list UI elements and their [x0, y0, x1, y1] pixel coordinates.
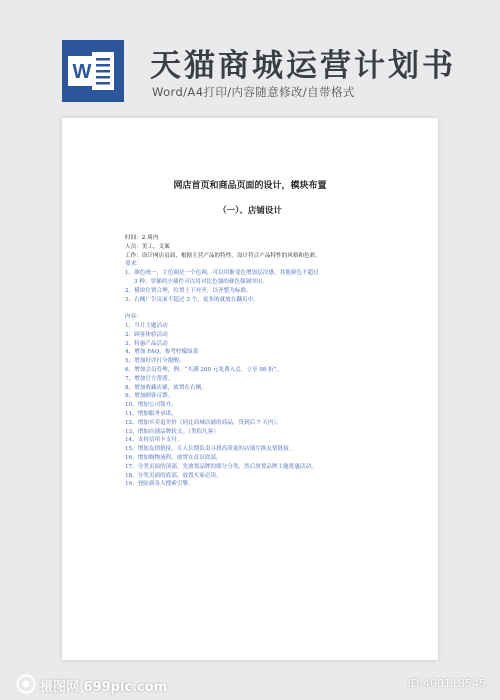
watermark-site — [40, 676, 167, 695]
content-label: 内容： — [125, 314, 142, 321]
requirement-item: 3 种。穿插的小插件可以用对比色强的颜色强调突出。 — [134, 278, 268, 285]
content-item: 6、增加会员管理，例：“买满 200 元免费入会，立享 98 折”。 — [125, 366, 283, 373]
document-section-heading: （一）、店铺设计 — [218, 206, 282, 216]
content-item: 5、增加好评打分提醒。 — [125, 358, 185, 365]
watermark-id: ID:400118545 — [407, 677, 486, 690]
content-item: 1、当月主题活动 — [125, 322, 168, 329]
work-line: 工作：设计网店页面，根据主营产品的特性，设计符合产品特性的风格和色彩。 — [125, 252, 321, 259]
requirement-item: 3、右侧广告页面不超过 3 个，更多的就放在翻页中。 — [125, 296, 259, 303]
document-title: 网店首页和商品页面的设计，模块布置 — [173, 181, 327, 191]
content-item: 12、增加买卖退差价（同比商城店铺的商品，货到后 7 天内）。 — [125, 419, 282, 426]
word-document-icon — [62, 40, 124, 102]
content-item: 3、特惠产品活动 — [125, 340, 168, 347]
content-item: 8、增加收藏店铺，放置在右侧。 — [125, 384, 207, 391]
content-item: 11、增加服务承诺。 — [125, 410, 177, 417]
content-item: 17、分类页面的顶部，先放置品牌的细分分类，然后放置品牌主题优惠活动。 — [125, 463, 317, 470]
content-item: 19、登陆到各大搜索引擎。 — [125, 481, 194, 488]
document-body — [125, 234, 405, 489]
staff-line: 人员：美工，文案 — [125, 243, 170, 250]
content-item: 14、支持信用卡支付。 — [125, 437, 183, 444]
content-item: 7、增加官方帮派。 — [125, 375, 174, 382]
watermark-bar — [0, 668, 500, 700]
watermark-site-name: 摄图网 — [40, 680, 80, 695]
requirement-item: 1、颜色统一，主色调是一个色调，可以用渐变色增加层次感，其他颜色不超过 — [125, 270, 319, 277]
header — [0, 0, 500, 110]
content-item: 16、增加购物流程，放置在首页底部。 — [125, 454, 222, 461]
page-subtitle: Word/A4打印/内容随意修改/自带格式 — [152, 85, 355, 99]
content-item: 10、增加公司简介。 — [125, 402, 177, 409]
content-item: 9、增加顾客反馈。 — [125, 393, 174, 400]
content-item: 2、顾客体验活动 — [125, 331, 168, 338]
page-title: 天猫商城运营计划书 — [150, 48, 456, 84]
time-line: 时间：2 周内 — [125, 235, 159, 241]
content-item: 13、增加店铺品牌软文。（类似凡客） — [125, 428, 219, 435]
content-item: 18、分类页面的底部，放置买家必读。 — [125, 472, 222, 479]
camera-aperture-icon — [16, 674, 36, 694]
content-item: 15、增加友情链接，专人长期负责寻找高质量的店铺互换友情链接。 — [125, 446, 295, 453]
requirements-label: 要求： — [125, 261, 142, 268]
svg-text:W: W — [72, 61, 92, 83]
content-item: 4、增加 FAQ，参考柠檬绿茶 — [125, 349, 199, 356]
document-page — [62, 118, 438, 660]
requirement-item: 2、模块位置合理，位置上下对齐，以齐整为标准。 — [125, 287, 252, 294]
watermark-domain: 699pic.com — [83, 680, 168, 695]
